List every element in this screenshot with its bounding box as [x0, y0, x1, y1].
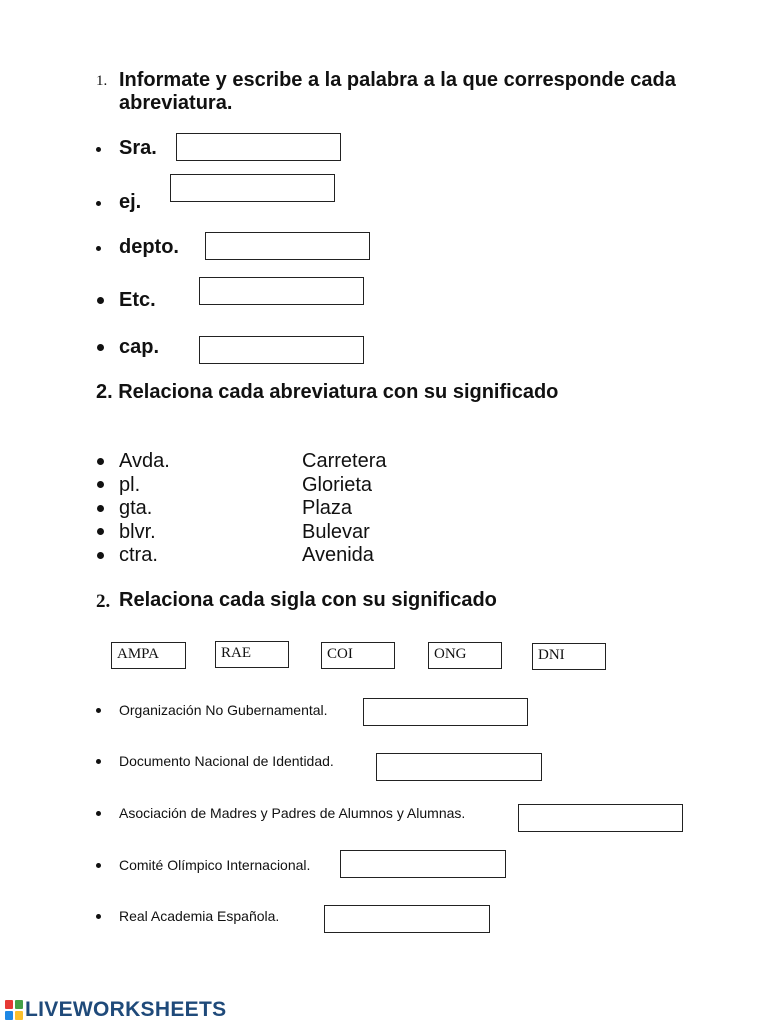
exercise-1-title-line-1: Informate y escribe a la palabra a la que corresponde cada — [119, 69, 676, 91]
definition-text: Asociación de Madres y Padres de Alumnos y Alumnas. — [119, 805, 466, 821]
abbreviation-item: gta. — [119, 497, 153, 519]
abbreviation-item: blvr. — [119, 520, 156, 543]
exercise-2-title: 2. Relaciona cada abreviatura con su significado — [96, 381, 559, 403]
answer-field-ej[interactable] — [170, 174, 335, 202]
bullet-icon — [96, 914, 101, 919]
bullet-icon — [97, 481, 104, 488]
answer-field-ampa[interactable] — [518, 804, 683, 832]
answer-field-coi[interactable] — [340, 850, 506, 878]
bullet-icon — [96, 201, 101, 206]
abbreviation-item: ctra. — [119, 544, 158, 566]
bullet-icon — [97, 458, 104, 465]
definition-text: Organización No Gubernamental. — [119, 702, 328, 718]
answer-field-etc[interactable] — [199, 277, 364, 305]
sigla-coi[interactable]: COI — [321, 642, 395, 669]
meaning-list — [302, 450, 386, 568]
bullet-icon — [96, 708, 101, 713]
answer-field-sra[interactable] — [176, 133, 341, 161]
liveworksheets-logo — [5, 998, 226, 1022]
abbreviation-label: depto. — [119, 236, 179, 258]
sigla-rae[interactable]: RAE — [215, 641, 289, 668]
definition-text: Real Academia Española. — [119, 908, 280, 924]
bullet-icon — [96, 811, 101, 816]
abbreviation-label: Sra. — [119, 137, 157, 159]
meaning-item: Bulevar — [302, 520, 370, 543]
bullet-icon — [96, 863, 101, 868]
abbreviation-label: ej. — [119, 191, 142, 213]
answer-field-cap[interactable] — [199, 336, 364, 364]
definition-text: Documento Nacional de Identidad. — [119, 753, 334, 769]
meaning-item: Glorieta — [302, 473, 373, 496]
answer-field-dni[interactable] — [376, 753, 542, 781]
bullet-icon — [96, 246, 101, 251]
abbreviation-item: pl. — [119, 473, 141, 496]
answer-field-depto[interactable] — [205, 232, 370, 260]
liveworksheets-logo-icon — [5, 1000, 23, 1020]
abbreviation-label: cap. — [119, 336, 160, 358]
exercise-1-number: 1. — [96, 73, 108, 89]
meaning-item: Plaza — [302, 497, 353, 519]
sigla-ong[interactable]: ONG — [428, 642, 502, 669]
meaning-item: Avenida — [302, 544, 374, 566]
answer-field-ong[interactable] — [363, 698, 528, 726]
bullet-icon — [97, 297, 104, 304]
bullet-icon — [97, 552, 104, 559]
sigla-ampa[interactable]: AMPA — [111, 642, 186, 669]
exercise-1-title-line-2: abreviatura. — [119, 92, 233, 114]
bullet-icon — [96, 147, 101, 152]
exercise-3-title: Relaciona cada sigla con su significado — [119, 589, 497, 611]
meaning-item: Carretera — [302, 450, 387, 472]
bullet-icon — [97, 528, 104, 535]
bullet-icon — [97, 505, 104, 512]
abbreviation-list — [119, 450, 170, 568]
answer-field-rae[interactable] — [324, 905, 490, 933]
bullet-icon — [97, 344, 104, 351]
exercise-3-number: 2. — [96, 591, 111, 612]
abbreviation-label: Etc. — [119, 289, 156, 311]
definition-text: Comité Olímpico Internacional. — [119, 857, 311, 873]
sigla-dni[interactable]: DNI — [532, 643, 606, 670]
abbreviation-item: Avda. — [119, 450, 170, 472]
bullet-icon — [96, 759, 101, 764]
liveworksheets-brand: LIVEWORKSHEETS — [25, 998, 227, 1021]
